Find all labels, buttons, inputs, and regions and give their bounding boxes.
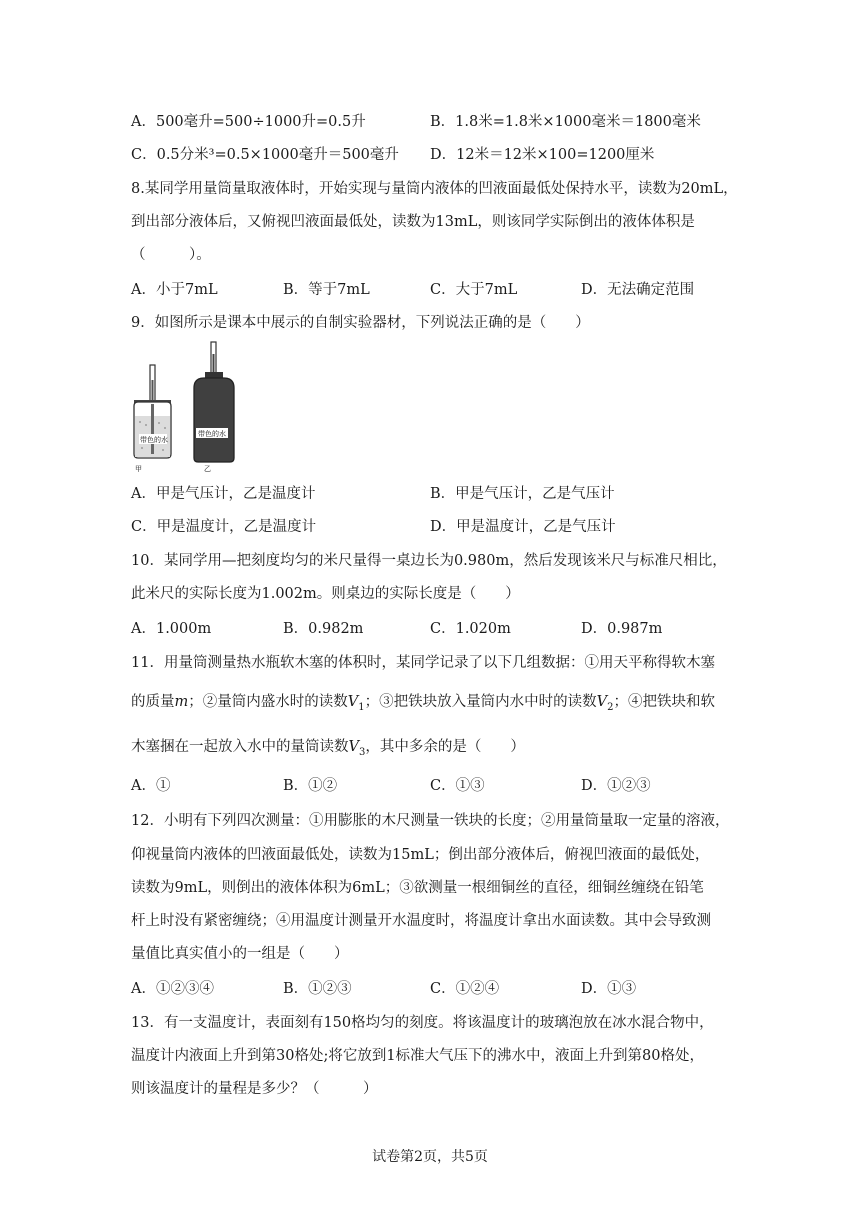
q7-option-d: D．12米＝12米×100=1200厘米 [430, 147, 655, 163]
q11-option-b: B．①② [283, 778, 338, 794]
q9-water-label-yi: 带色的水 [198, 430, 226, 438]
q9-label-jia: 甲 [135, 465, 142, 473]
q8-stem-line-2: 到出部分液体后，又俯视凹液面最低处，读数为13mL，则该同学实际倒出的液体体积是 [131, 214, 695, 230]
q11-var-m: m [174, 694, 189, 710]
q13-stem-line-3: 则该温度计的量程是多少？（ ） [131, 1081, 378, 1097]
q8-option-b: B．等于7mL [283, 282, 370, 298]
q8-option-a: A．小于7mL [131, 282, 218, 298]
q9-figure [131, 340, 251, 476]
bottle-yi [194, 342, 234, 462]
q10-stem-line-2: 此米尺的实际长度为1.002m。则桌边的实际长度是（ ） [131, 586, 520, 602]
q9-water-label-jia: 带色的水 [140, 436, 168, 444]
q12-stem-line-1: 12．小明有下列四次测量：①用膨胀的木尺测量一铁块的长度；②用量筒量取一定量的溶液， [131, 813, 730, 829]
q11-option-d: D．①②③ [581, 778, 651, 794]
q11-var-v1: V [347, 694, 359, 710]
q12-option-c: C．①②④ [430, 981, 500, 997]
q11-stem-line-2 [131, 692, 715, 718]
q10-option-b: B．0.982m [283, 621, 364, 637]
q11-text: 的质量 [131, 694, 175, 710]
q12-option-a: A．①②③④ [131, 981, 214, 997]
q11-sub-3: 3 [358, 746, 366, 758]
q7-option-a: A．500毫升=500÷1000升=0.5升 [131, 114, 366, 130]
q12-stem-line-2: 仰视量筒内液体的凹液面最低处，读数为15mL；倒出部分液体后，俯视凹液面的最低处， [131, 847, 710, 863]
q11-text: ；②量筒内盛水时的读数 [188, 694, 348, 710]
q12-stem-line-5: 量值比真实值小的一组是（ ） [131, 946, 349, 962]
q11-text: ；③把铁块放入量筒内水中时的读数 [364, 694, 597, 710]
q11-option-c: C．①③ [430, 778, 485, 794]
q13-stem-line-1: 13．有一支温度计，表面刻有150格均匀的刻度。将该温度计的玻璃泡放在冰水混合物中， [131, 1015, 714, 1031]
q8-option-d: D．无法确定范围 [581, 282, 695, 298]
q12-stem-line-4: 杆上时没有紧密缠绕；④用温度计测量开水温度时，将温度计拿出水面读数。其中会导致测 [131, 913, 711, 929]
q10-option-c: C．1.020m [430, 621, 511, 637]
q11-option-a: A．① [131, 778, 171, 794]
q9-label-yi: 乙 [204, 465, 211, 473]
q10-stem-line-1: 10．某同学用—把刻度均匀的米尺量得一桌边长为0.980m，然后发现该米尺与标准尺相比， [131, 553, 727, 569]
q9-stem: 9．如图所示是课本中展示的自制实验器材，下列说法正确的是（ ） [131, 315, 590, 331]
q8-option-c: C．大于7mL [430, 282, 518, 298]
q8-stem-line-3: （ ）。 [131, 247, 211, 263]
q13-stem-line-2: 温度计内液面上升到第30格处;将它放到1标准大气压下的沸水中，液面上升到第80格处， [131, 1048, 705, 1064]
q11-text: ；④把铁块和软 [613, 694, 715, 710]
page-footer: 试卷第2页，共5页 [372, 1149, 488, 1165]
q9-option-a: A．甲是气压计，乙是温度计 [131, 486, 316, 502]
q12-option-b: B．①②③ [283, 981, 352, 997]
q9-option-b: B．甲是气压计，乙是气压计 [430, 486, 615, 502]
q10-option-a: A．1.000m [131, 621, 212, 637]
q10-option-d: D．0.987m [581, 621, 663, 637]
q7-option-c: C．0.5分米³=0.5×1000毫升＝500毫升 [131, 147, 399, 163]
q11-text: ，其中多余的是（ ） [365, 739, 525, 755]
q12-stem-line-3: 读数为9mL，则倒出的液体体积为6mL；③欲测量一根细铜丝的直径，细铜丝缠绕在铅笔 [131, 880, 704, 896]
q7-option-b: B．1.8米=1.8米×1000毫米＝1800毫米 [430, 114, 701, 130]
q9-apparatus-illustration [131, 340, 251, 476]
q9-option-d: D．甲是温度计，乙是气压计 [430, 519, 616, 535]
q11-stem-line-1: 11．用量筒测量热水瓶软木塞的体积时，某同学记录了以下几组数据：①用天平称得软木塞 [131, 655, 715, 671]
q11-text: 木塞捆在一起放入水中的量筒读数 [131, 739, 349, 755]
q11-stem-line-3 [131, 737, 525, 763]
bottle-jia [134, 365, 171, 458]
q9-option-c: C．甲是温度计，乙是温度计 [131, 519, 317, 535]
q11-sub-1: 1 [358, 701, 365, 713]
q11-var-v3: V [348, 739, 359, 755]
q11-var-v2: V [596, 694, 608, 710]
q12-option-d: D．①③ [581, 981, 637, 997]
q11-sub-2: 2 [607, 701, 614, 713]
q8-stem-line-1: 8.某同学用量筒量取液体时，开始实现与量筒内液体的凹液面最低处保持水平，读数为20mL， [131, 181, 738, 197]
